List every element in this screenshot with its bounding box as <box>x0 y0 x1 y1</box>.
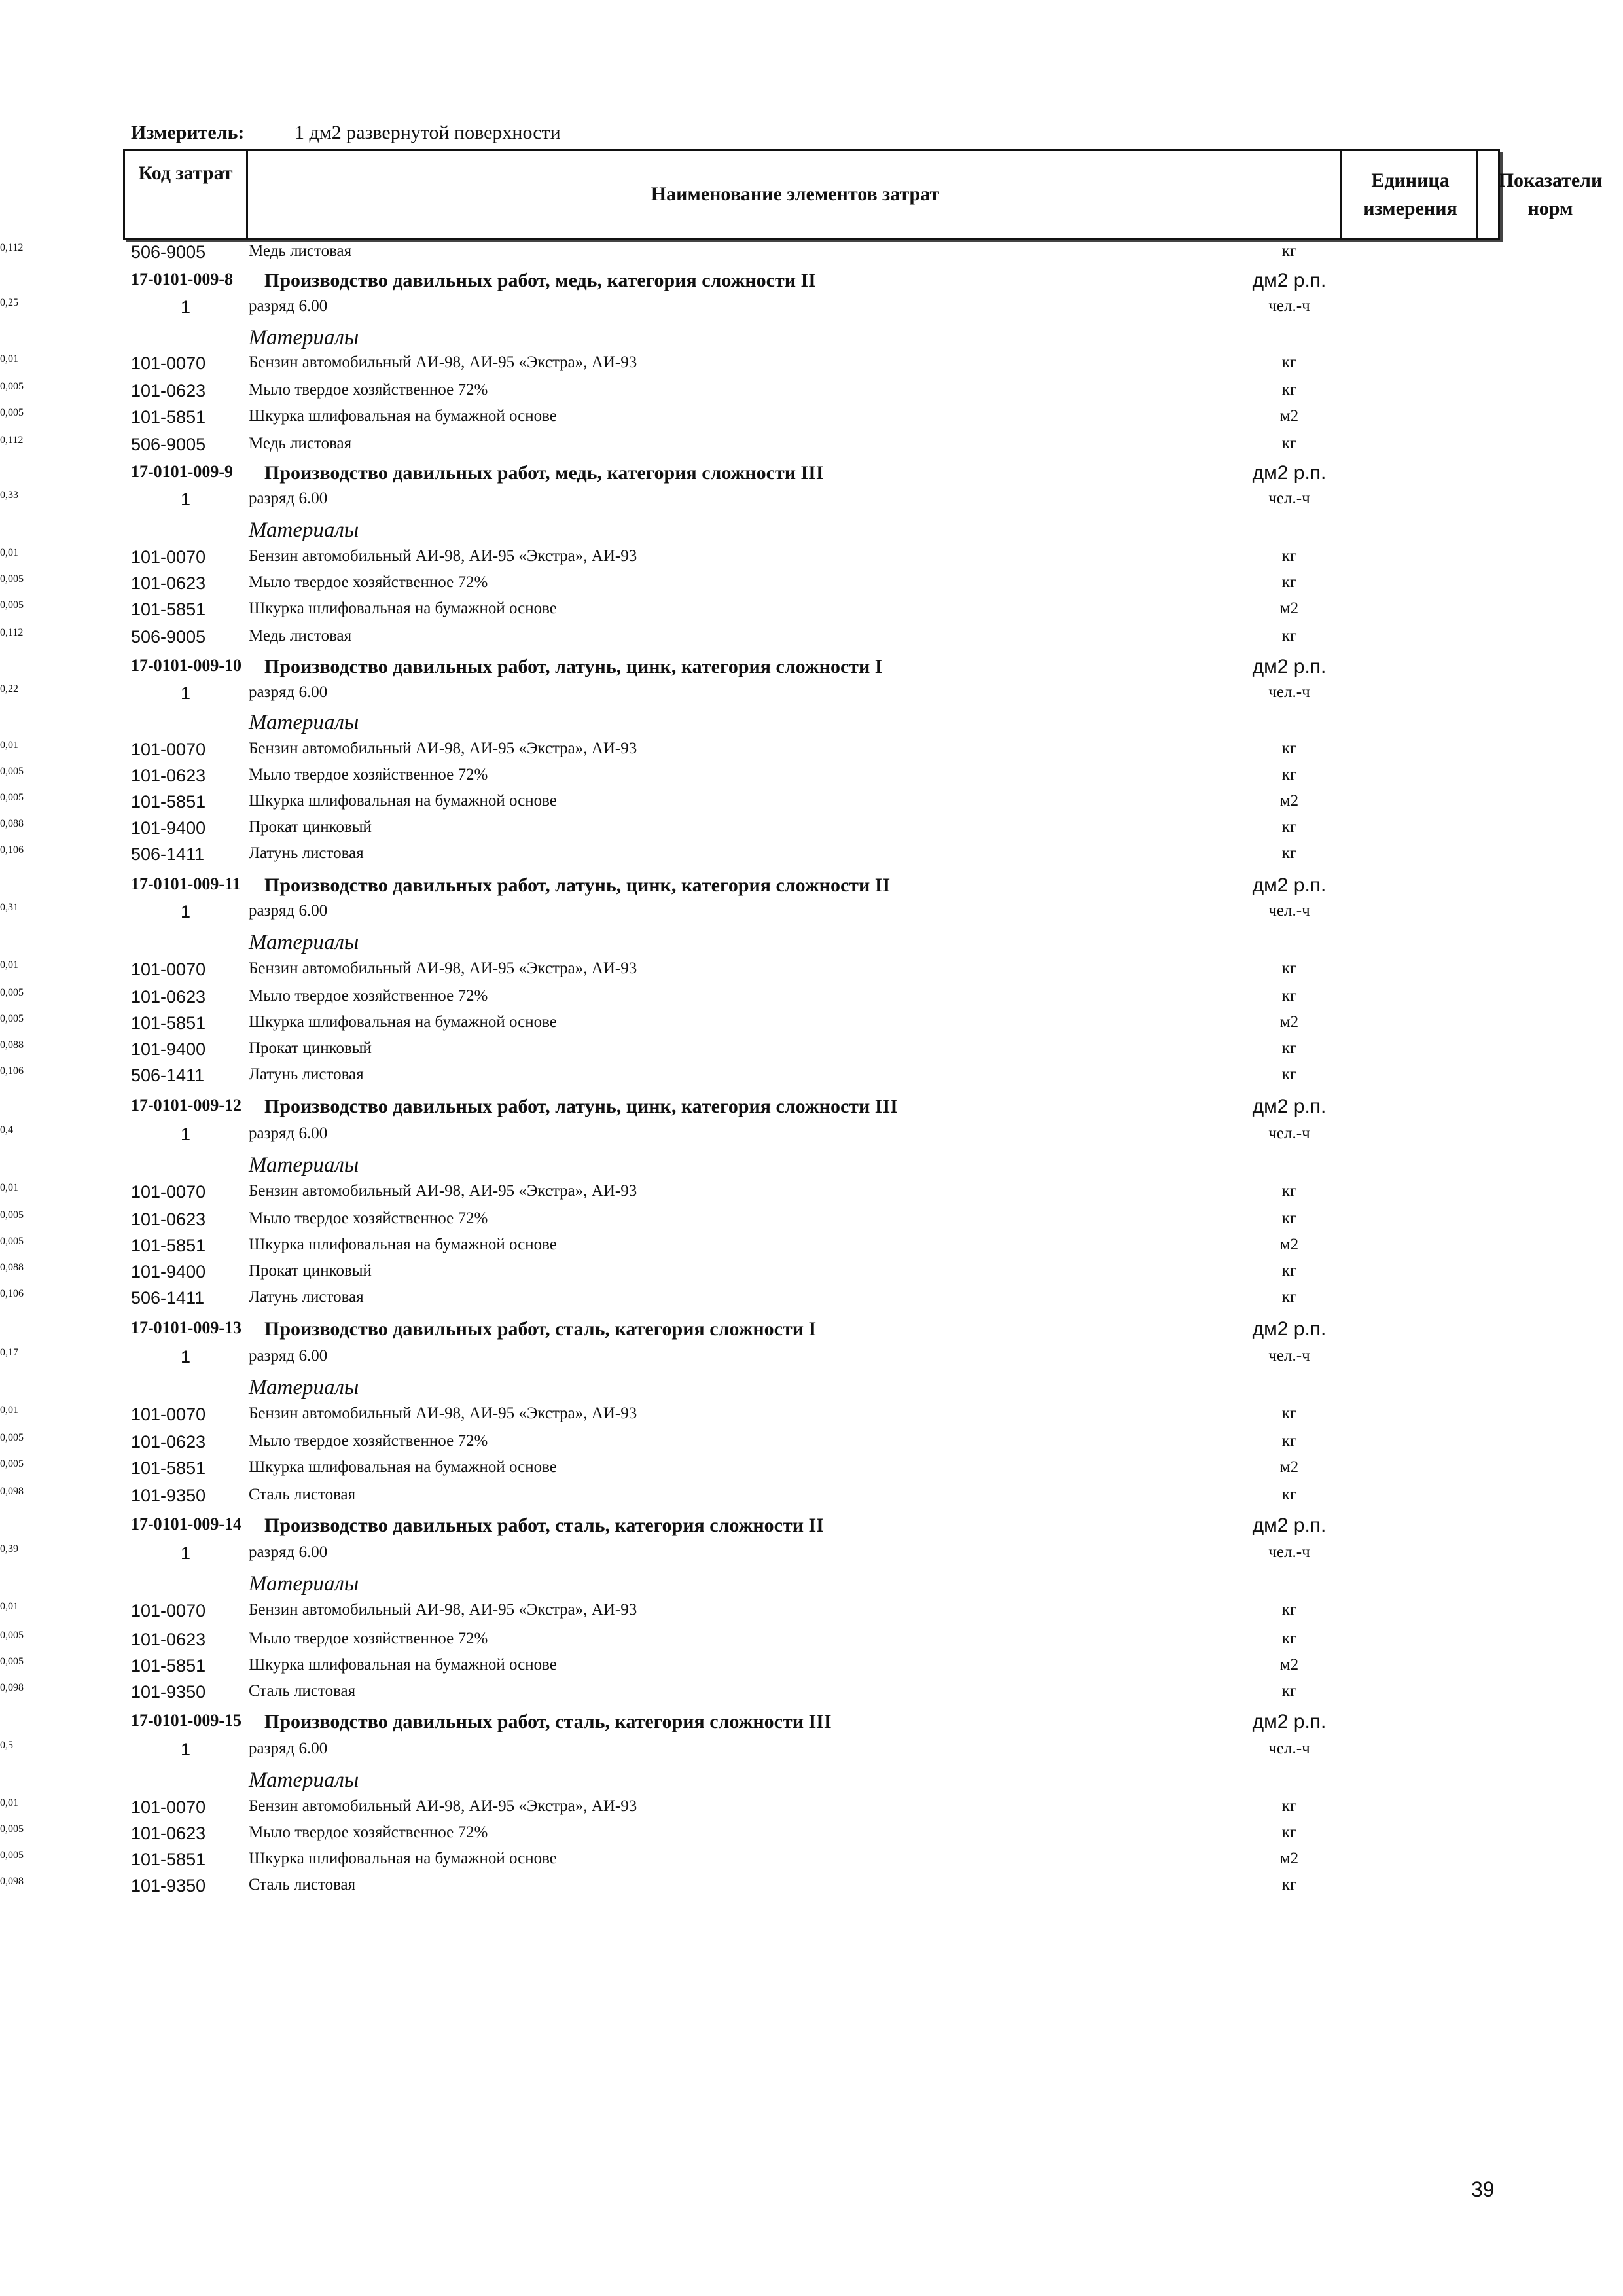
row-name: Мыло твердое хозяйственное 72% <box>249 381 488 399</box>
row-name: разряд 6.00 <box>249 902 328 920</box>
meter-label: Измеритель: <box>131 122 245 143</box>
row-unit: дм2 р.п. <box>1252 1096 1327 1117</box>
row-code: 17-0101-009-14 <box>131 1515 241 1534</box>
row-name: разряд 6.00 <box>249 1347 328 1365</box>
row-unit: чел.-ч <box>1268 683 1310 701</box>
row-value: 0,005 <box>0 1823 24 1835</box>
row-name: Латунь листовая <box>249 844 364 862</box>
row-name: Сталь листовая <box>249 1486 356 1503</box>
row-name: Шкурка шлифовальная на бумажной основе <box>249 407 557 425</box>
row-value: 0,005 <box>0 766 24 777</box>
row-value: 0,005 <box>0 1630 24 1641</box>
row-value: 0,005 <box>0 573 24 584</box>
row-unit: кг <box>1281 435 1297 452</box>
row-code: 1 <box>181 1124 191 1144</box>
row-name: Шкурка шлифовальная на бумажной основе <box>249 1458 557 1476</box>
row-unit: кг <box>1281 1797 1297 1815</box>
row-unit: кг <box>1281 353 1297 371</box>
row-name: Бензин автомобильный АИ-98, АИ-95 «Экстра», АИ-93 <box>249 1405 637 1422</box>
row-code: 101-5851 <box>131 792 206 812</box>
row-name: Бензин автомобильный АИ-98, АИ-95 «Экстра», АИ-93 <box>249 353 637 371</box>
row-code: 1 <box>181 490 191 509</box>
table-row <box>0 1210 1623 1236</box>
materials-heading-row <box>0 1376 1623 1403</box>
row-code: 506-1411 <box>131 844 205 864</box>
section-row <box>0 656 1623 683</box>
row-code: 506-1411 <box>131 1288 205 1308</box>
row-value: 0,088 <box>0 1262 24 1273</box>
row-code: 506-9005 <box>131 435 206 454</box>
row-code: 101-0070 <box>131 1182 206 1202</box>
header-code: Код затрат <box>138 162 233 184</box>
row-code: 1 <box>181 1347 191 1367</box>
row-unit: дм2 р.п. <box>1252 1515 1327 1536</box>
row-code: 101-9400 <box>131 1039 206 1059</box>
table-row <box>0 627 1623 654</box>
row-name: разряд 6.00 <box>249 490 328 507</box>
row-name: Мыло твердое хозяйственное 72% <box>249 573 488 591</box>
row-unit: дм2 р.п. <box>1252 656 1327 677</box>
row-unit: кг <box>1281 844 1297 862</box>
row-value: 0,005 <box>0 1236 24 1247</box>
row-value: 0,106 <box>0 1066 24 1077</box>
row-unit: кг <box>1281 1405 1297 1422</box>
row-code: 101-9400 <box>131 1262 206 1282</box>
table-row <box>0 1432 1623 1459</box>
row-value: 0,01 <box>0 960 18 971</box>
row-unit: кг <box>1281 1262 1297 1280</box>
row-code: 101-9350 <box>131 1486 206 1505</box>
row-unit: кг <box>1281 242 1297 260</box>
row-code: 101-0623 <box>131 1630 206 1649</box>
row-name: Производство давильных работ, сталь, категория сложности II <box>264 1515 824 1536</box>
row-unit: м2 <box>1279 407 1299 425</box>
row-name: Бензин автомобильный АИ-98, АИ-95 «Экстра», АИ-93 <box>249 1601 637 1619</box>
row-code: 101-0623 <box>131 381 206 401</box>
row-value: 0,01 <box>0 547 18 558</box>
row-value: 0,005 <box>0 792 24 803</box>
page-number: 39 <box>1471 2178 1495 2201</box>
row-unit: кг <box>1281 1066 1297 1083</box>
table-row <box>0 1486 1623 1513</box>
row-name: Сталь листовая <box>249 1682 356 1700</box>
row-name: Шкурка шлифовальная на бумажной основе <box>249 1850 557 1867</box>
row-value: 0,01 <box>0 1797 18 1808</box>
row-name: Производство давильных работ, латунь, цинк, категория сложности III <box>264 1096 898 1117</box>
row-value: 0,22 <box>0 683 18 694</box>
row-unit: кг <box>1281 573 1297 591</box>
materials-heading-row <box>0 711 1623 738</box>
table-row <box>0 490 1623 516</box>
row-unit: чел.-ч <box>1268 1124 1310 1142</box>
row-code: 101-0070 <box>131 1601 206 1621</box>
row-name: разряд 6.00 <box>249 683 328 701</box>
row-unit: кг <box>1281 987 1297 1005</box>
row-name: Латунь листовая <box>249 1288 364 1306</box>
row-name: Материалы <box>249 1153 359 1177</box>
table-row <box>0 353 1623 380</box>
row-value: 0,005 <box>0 1656 24 1667</box>
section-row <box>0 1515 1623 1541</box>
row-value: 0,005 <box>0 1432 24 1443</box>
row-name: Производство давильных работ, латунь, цинк, категория сложности II <box>264 874 891 896</box>
row-name: Производство давильных работ, медь, категория сложности III <box>264 462 824 484</box>
row-name: Шкурка шлифовальная на бумажной основе <box>249 792 557 810</box>
row-value: 0,33 <box>0 490 18 501</box>
table-row <box>0 902 1623 929</box>
section-row <box>0 270 1623 296</box>
row-name: Мыло твердое хозяйственное 72% <box>249 1210 488 1227</box>
row-code: 17-0101-009-8 <box>131 270 233 289</box>
row-unit: кг <box>1281 1486 1297 1503</box>
row-value: 0,25 <box>0 297 18 308</box>
row-unit: чел.-ч <box>1268 297 1310 315</box>
row-code: 101-0070 <box>131 740 206 759</box>
materials-heading-row <box>0 1768 1623 1795</box>
row-unit: м2 <box>1279 1656 1299 1674</box>
row-name: Материалы <box>249 1376 359 1399</box>
row-code: 101-9350 <box>131 1876 206 1895</box>
row-code: 101-0070 <box>131 960 206 979</box>
row-name: Латунь листовая <box>249 1066 364 1083</box>
row-code: 101-0623 <box>131 1823 206 1843</box>
row-name: Мыло твердое хозяйственное 72% <box>249 1823 488 1841</box>
row-unit: чел.-ч <box>1268 1347 1310 1365</box>
row-unit: дм2 р.п. <box>1252 1711 1327 1732</box>
materials-heading-row <box>0 1153 1623 1180</box>
row-name: Материалы <box>249 1768 359 1792</box>
row-value: 0,098 <box>0 1486 24 1497</box>
row-value: 0,112 <box>0 627 24 638</box>
row-value: 0,01 <box>0 1182 18 1193</box>
row-name: разряд 6.00 <box>249 1124 328 1142</box>
table-row <box>0 1288 1623 1315</box>
row-name: Сталь листовая <box>249 1876 356 1893</box>
row-unit: кг <box>1281 1630 1297 1647</box>
table-row <box>0 573 1623 600</box>
row-name: Мыло твердое хозяйственное 72% <box>249 1630 488 1647</box>
row-unit: м2 <box>1279 792 1299 810</box>
row-value: 0,112 <box>0 242 24 253</box>
table-row <box>0 818 1623 845</box>
row-name: Медь листовая <box>249 627 352 645</box>
row-name: Производство давильных работ, сталь, категория сложности III <box>264 1711 832 1732</box>
table-row <box>0 435 1623 461</box>
row-name: Производство давильных работ, латунь, цинк, категория сложности I <box>264 656 883 677</box>
row-value: 0,088 <box>0 1039 24 1050</box>
row-value: 0,01 <box>0 1405 18 1416</box>
row-name: Мыло твердое хозяйственное 72% <box>249 766 488 783</box>
row-value: 0,106 <box>0 1288 24 1299</box>
table-row <box>0 1823 1623 1850</box>
row-value: 0,098 <box>0 1682 24 1693</box>
row-unit: кг <box>1281 547 1297 565</box>
table-row <box>0 1850 1623 1876</box>
row-value: 0,088 <box>0 818 24 829</box>
row-value: 0,005 <box>0 1850 24 1861</box>
row-value: 0,31 <box>0 902 18 913</box>
table-row <box>0 1458 1623 1485</box>
row-value: 0,098 <box>0 1876 24 1887</box>
row-code: 17-0101-009-13 <box>131 1318 241 1337</box>
meter-line <box>131 122 561 144</box>
section-row <box>0 1711 1623 1738</box>
row-code: 17-0101-009-15 <box>131 1711 241 1730</box>
table-row <box>0 792 1623 819</box>
table-row <box>0 1013 1623 1040</box>
row-value: 0,005 <box>0 987 24 998</box>
row-name: Производство давильных работ, сталь, категория сложности I <box>264 1318 817 1340</box>
header-unit: Единица измерения <box>1340 151 1478 238</box>
table-row <box>0 1039 1623 1066</box>
row-value: 0,112 <box>0 435 24 446</box>
table-row <box>0 242 1623 269</box>
table-row <box>0 987 1623 1014</box>
table-row <box>0 1656 1623 1683</box>
row-unit: м2 <box>1279 600 1299 617</box>
row-unit: чел.-ч <box>1268 1740 1310 1757</box>
section-row <box>0 1318 1623 1345</box>
table-row <box>0 1876 1623 1903</box>
row-value: 0,01 <box>0 740 18 751</box>
table-row <box>0 1740 1623 1767</box>
table-row <box>0 547 1623 574</box>
row-unit: кг <box>1281 740 1297 757</box>
row-code: 1 <box>181 1740 191 1759</box>
section-row <box>0 874 1623 901</box>
row-code: 101-0070 <box>131 1405 206 1424</box>
row-code: 506-1411 <box>131 1066 205 1085</box>
table-row <box>0 1236 1623 1263</box>
row-code: 101-0623 <box>131 1432 206 1452</box>
row-name: Шкурка шлифовальная на бумажной основе <box>249 1656 557 1674</box>
materials-heading-row <box>0 931 1623 958</box>
table-row <box>0 1601 1623 1628</box>
materials-heading-row <box>0 1572 1623 1599</box>
row-unit: чел.-ч <box>1268 902 1310 920</box>
row-value: 0,005 <box>0 600 24 611</box>
row-code: 1 <box>181 683 191 703</box>
row-unit: м2 <box>1279 1236 1299 1253</box>
row-unit: кг <box>1281 1432 1297 1450</box>
meter-value: 1 дм2 развернутой поверхности <box>294 122 561 143</box>
row-code: 101-0070 <box>131 1797 206 1817</box>
table-row <box>0 1630 1623 1657</box>
row-code: 101-0623 <box>131 573 206 593</box>
row-value: 0,106 <box>0 844 24 855</box>
table-row <box>0 683 1623 710</box>
row-code: 1 <box>181 902 191 922</box>
row-code: 101-0070 <box>131 353 206 373</box>
row-value: 0,005 <box>0 1013 24 1024</box>
row-code: 17-0101-009-10 <box>131 656 241 675</box>
table-row <box>0 407 1623 434</box>
row-name: разряд 6.00 <box>249 1740 328 1757</box>
row-name: Медь листовая <box>249 242 352 260</box>
row-value: 0,4 <box>0 1124 13 1136</box>
row-unit: кг <box>1281 1210 1297 1227</box>
row-unit: кг <box>1281 1039 1297 1057</box>
row-code: 101-9400 <box>131 818 206 838</box>
row-code: 1 <box>181 297 191 317</box>
row-code: 506-9005 <box>131 242 206 262</box>
row-name: Бензин автомобильный АИ-98, АИ-95 «Экстра», АИ-93 <box>249 740 637 757</box>
table-row <box>0 1182 1623 1209</box>
table-row <box>0 1124 1623 1151</box>
table-row <box>0 844 1623 871</box>
row-code: 506-9005 <box>131 627 206 647</box>
row-code: 101-5851 <box>131 1236 206 1255</box>
row-name: Материалы <box>249 1572 359 1596</box>
row-unit: кг <box>1281 1876 1297 1893</box>
row-value: 0,005 <box>0 1458 24 1469</box>
row-code: 17-0101-009-9 <box>131 462 233 481</box>
row-unit: м2 <box>1279 1013 1299 1031</box>
row-value: 0,005 <box>0 381 24 392</box>
table-row <box>0 1347 1623 1374</box>
row-name: Прокат цинковый <box>249 818 372 836</box>
row-name: Материалы <box>249 326 359 350</box>
table-row <box>0 600 1623 626</box>
section-row <box>0 462 1623 489</box>
row-value: 0,5 <box>0 1740 13 1751</box>
row-name: Бензин автомобильный АИ-98, АИ-95 «Экстра», АИ-93 <box>249 1797 637 1815</box>
materials-heading-row <box>0 326 1623 353</box>
row-code: 17-0101-009-12 <box>131 1096 241 1115</box>
table-row <box>0 1682 1623 1709</box>
table-row <box>0 1066 1623 1092</box>
row-unit: дм2 р.п. <box>1252 270 1327 291</box>
row-code: 1 <box>181 1543 191 1563</box>
row-code: 101-5851 <box>131 1458 206 1478</box>
row-code: 101-5851 <box>131 407 206 427</box>
materials-heading-row <box>0 518 1623 545</box>
row-value: 0,01 <box>0 353 18 365</box>
row-name: Бензин автомобильный АИ-98, АИ-95 «Экстра», АИ-93 <box>249 1182 637 1200</box>
section-row <box>0 1096 1623 1122</box>
table-row <box>0 740 1623 766</box>
table-row <box>0 1543 1623 1570</box>
header-name: Наименование элементов затрат <box>246 151 1342 238</box>
row-value: 0,005 <box>0 407 24 418</box>
row-name: Шкурка шлифовальная на бумажной основе <box>249 1013 557 1031</box>
row-code: 17-0101-009-11 <box>131 874 241 893</box>
row-unit: м2 <box>1279 1458 1299 1476</box>
row-name: Медь листовая <box>249 435 352 452</box>
row-unit: дм2 р.п. <box>1252 874 1327 896</box>
row-value: 0,17 <box>0 1347 18 1358</box>
table-row <box>0 297 1623 324</box>
row-unit: кг <box>1281 960 1297 977</box>
row-unit: кг <box>1281 381 1297 399</box>
row-name: Материалы <box>249 931 359 954</box>
row-unit: чел.-ч <box>1268 1543 1310 1561</box>
row-code: 101-5851 <box>131 1013 206 1033</box>
row-name: Производство давильных работ, медь, категория сложности II <box>264 270 816 291</box>
row-unit: дм2 р.п. <box>1252 1318 1327 1340</box>
row-name: Бензин автомобильный АИ-98, АИ-95 «Экстра», АИ-93 <box>249 547 637 565</box>
row-name: разряд 6.00 <box>249 1543 328 1561</box>
row-value: 0,39 <box>0 1543 18 1554</box>
table-header <box>123 149 1603 240</box>
row-code: 101-5851 <box>131 600 206 619</box>
row-name: Материалы <box>249 711 359 734</box>
row-unit: кг <box>1281 1182 1297 1200</box>
row-name: Мыло твердое хозяйственное 72% <box>249 1432 488 1450</box>
row-name: Материалы <box>249 518 359 542</box>
table-row <box>0 1262 1623 1289</box>
row-name: Шкурка шлифовальная на бумажной основе <box>249 600 557 617</box>
row-unit: кг <box>1281 627 1297 645</box>
table-row <box>0 960 1623 986</box>
row-name: Мыло твердое хозяйственное 72% <box>249 987 488 1005</box>
row-code: 101-5851 <box>131 1656 206 1676</box>
row-code: 101-9350 <box>131 1682 206 1702</box>
row-name: Бензин автомобильный АИ-98, АИ-95 «Экстра», АИ-93 <box>249 960 637 977</box>
row-unit: дм2 р.п. <box>1252 462 1327 484</box>
row-unit: кг <box>1281 766 1297 783</box>
row-code: 101-0623 <box>131 987 206 1007</box>
row-value: 0,01 <box>0 1601 18 1612</box>
row-code: 101-0623 <box>131 766 206 785</box>
row-name: Прокат цинковый <box>249 1262 372 1280</box>
row-name: разряд 6.00 <box>249 297 328 315</box>
row-unit: кг <box>1281 1288 1297 1306</box>
row-unit: м2 <box>1279 1850 1299 1867</box>
table-row <box>0 381 1623 408</box>
row-name: Прокат цинковый <box>249 1039 372 1057</box>
row-unit: кг <box>1281 818 1297 836</box>
row-code: 101-0070 <box>131 547 206 567</box>
row-unit: кг <box>1281 1823 1297 1841</box>
header-value: Показатели норм <box>1476 151 1622 238</box>
row-name: Шкурка шлифовальная на бумажной основе <box>249 1236 557 1253</box>
row-value: 0,005 <box>0 1210 24 1221</box>
table-row <box>0 766 1623 793</box>
row-code: 101-0623 <box>131 1210 206 1229</box>
table-row <box>0 1797 1623 1824</box>
table-row <box>0 1405 1623 1431</box>
row-unit: чел.-ч <box>1268 490 1310 507</box>
row-unit: кг <box>1281 1682 1297 1700</box>
row-unit: кг <box>1281 1601 1297 1619</box>
row-code: 101-5851 <box>131 1850 206 1869</box>
